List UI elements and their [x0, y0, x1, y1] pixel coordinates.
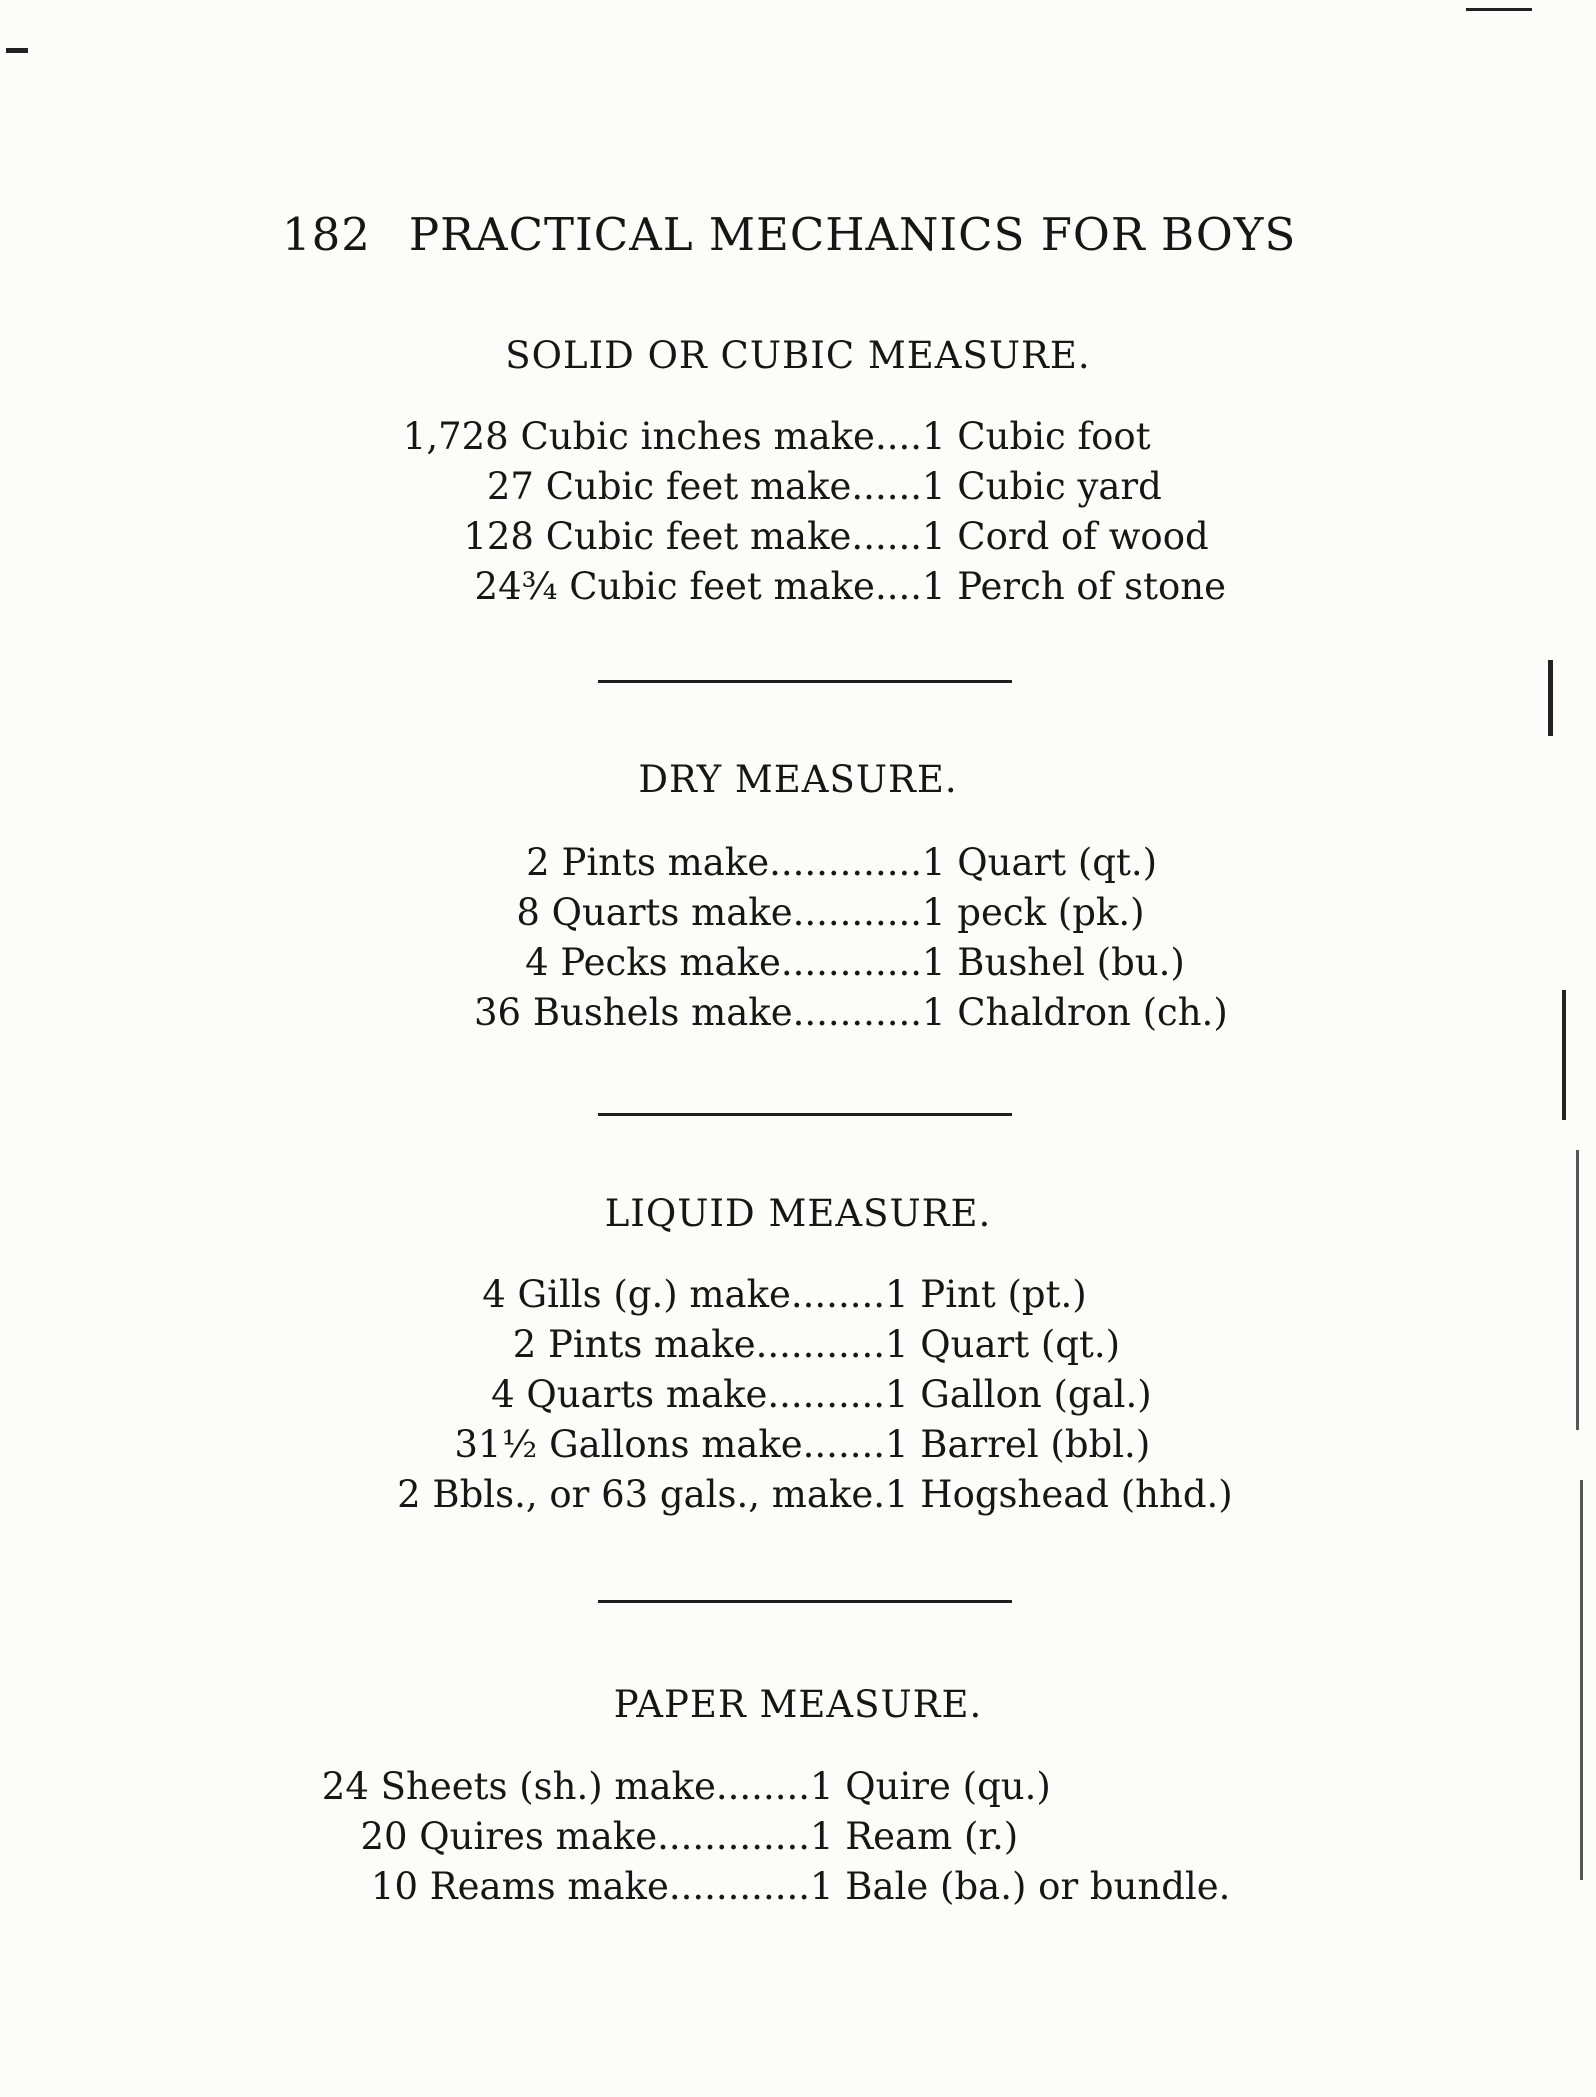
- table-row: [200, 1812, 810, 1862]
- row-left: 128 Cubic feet make......: [463, 515, 922, 558]
- section-divider: [598, 680, 1012, 683]
- page-number: 182: [282, 208, 371, 261]
- section-title-paper: PAPER MEASURE.: [613, 1683, 983, 1726]
- row-left: 4 Gills (g.) make........: [482, 1273, 885, 1316]
- scan-edge-mark: [1548, 660, 1553, 736]
- table-row: [300, 1370, 885, 1420]
- section-divider: [598, 1113, 1012, 1116]
- row-left: 2 Bbls., or 63 gals., make.: [397, 1473, 885, 1516]
- row-right: 1 Cord of wood: [922, 515, 1209, 558]
- table-row: [300, 1470, 885, 1520]
- table-row: [300, 938, 922, 988]
- row-right: 1 Quart (qt.): [885, 1323, 1121, 1366]
- table-row: [300, 1320, 885, 1370]
- row-left: 4 Pecks make............: [525, 941, 922, 984]
- section-title-cubic: SOLID OR CUBIC MEASURE.: [505, 334, 1091, 377]
- row-left: 2 Pints make...........: [512, 1323, 885, 1366]
- section-title-liquid: LIQUID MEASURE.: [604, 1192, 992, 1235]
- row-left: 20 Quires make.............: [360, 1815, 810, 1858]
- row-left: 2 Pints make.............: [526, 841, 922, 884]
- table-row: [300, 1420, 885, 1470]
- section-divider: [598, 1600, 1012, 1603]
- table-row: [300, 888, 922, 938]
- row-left: 36 Bushels make...........: [474, 991, 922, 1034]
- table-row: [200, 1762, 810, 1812]
- row-right: 1 Gallon (gal.): [885, 1373, 1152, 1416]
- row-right: 1 Hogshead (hhd.): [885, 1473, 1233, 1516]
- row-right: 1 Quire (qu.): [810, 1765, 1051, 1808]
- row-left: 10 Reams make............: [370, 1865, 810, 1908]
- scan-edge-mark: [1576, 1150, 1579, 1430]
- section-title-dry: DRY MEASURE.: [638, 758, 958, 801]
- row-left: 31½ Gallons make.......: [454, 1423, 885, 1466]
- row-left: 8 Quarts make...........: [516, 891, 922, 934]
- row-left: 4 Quarts make..........: [491, 1373, 885, 1416]
- row-left: 1,728 Cubic inches make....: [402, 415, 922, 458]
- running-title: PRACTICAL MECHANICS FOR BOYS: [408, 208, 1297, 261]
- table-row: [300, 562, 922, 612]
- table-row: [300, 1270, 885, 1320]
- scan-edge-mark: [6, 48, 28, 53]
- row-right: 1 Bale (ba.) or bundle.: [810, 1865, 1231, 1908]
- row-right: 1 Ream (r.): [810, 1815, 1019, 1858]
- running-head: [282, 208, 1296, 261]
- row-right: 1 Pint (pt.): [885, 1273, 1087, 1316]
- row-left: 24 Sheets (sh.) make........: [321, 1765, 810, 1808]
- table-row: [300, 988, 922, 1038]
- table-row: [300, 462, 922, 512]
- row-left: 27 Cubic feet make......: [486, 465, 922, 508]
- row-right: 1 Cubic yard: [922, 465, 1162, 508]
- table-row: [200, 1862, 810, 1912]
- row-right: 1 Perch of stone: [922, 565, 1227, 608]
- row-right: 1 Chaldron (ch.): [922, 991, 1228, 1034]
- table-row: [300, 512, 922, 562]
- table-row: [300, 838, 922, 888]
- row-right: 1 peck (pk.): [922, 891, 1145, 934]
- scan-edge-mark: [1562, 990, 1566, 1120]
- row-left: 24¾ Cubic feet make....: [474, 565, 922, 608]
- row-right: 1 Quart (qt.): [922, 841, 1158, 884]
- row-right: 1 Bushel (bu.): [922, 941, 1185, 984]
- scan-edge-mark: [1466, 8, 1532, 11]
- scan-edge-mark: [1580, 1480, 1583, 1880]
- table-row: [300, 412, 922, 462]
- row-right: 1 Barrel (bbl.): [885, 1423, 1151, 1466]
- row-right: 1 Cubic foot: [922, 415, 1151, 458]
